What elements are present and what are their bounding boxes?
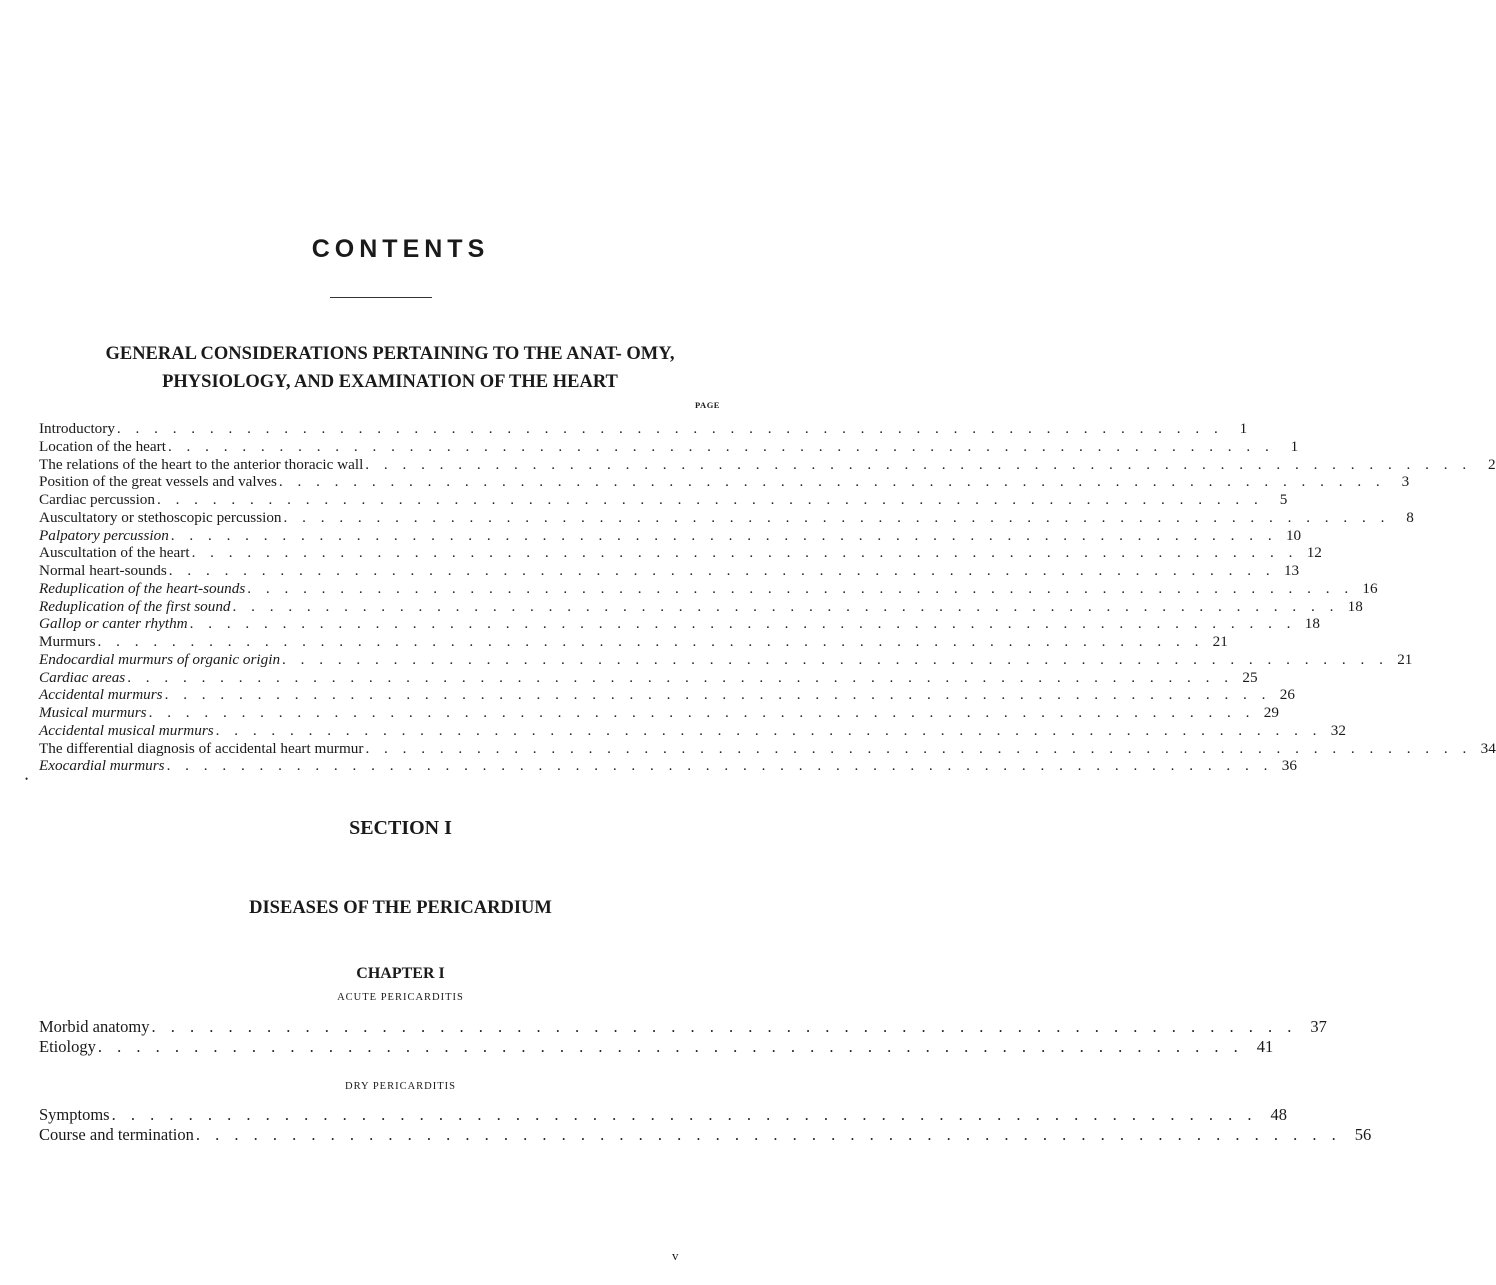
toc-entry bbox=[39, 1125, 1372, 1145]
toc-leader-dots: . . . . . . . . . . . . . . . . . . . . . . . . . . . . . . . . . . . . . . . . . . . . . . . . . . . . . . . . . . . . bbox=[97, 1037, 1244, 1056]
chapter-title: CHAPTER I bbox=[356, 965, 445, 982]
page-title: CONTENTS bbox=[311, 235, 490, 263]
toc-leader-dots: . . . . . . . . . . . . . . . . . . . . . . . . . . . . . . . . . . . . . . . . . . . . . . . . . . . . . . . . . . . . bbox=[151, 1017, 1297, 1036]
toc-entry bbox=[39, 437, 1299, 456]
toc-entry-title: The differential diagnosis of accidental heart murmur bbox=[39, 739, 364, 757]
toc-entry-title: Position of the great vessels and valves bbox=[39, 473, 277, 491]
toc-entry bbox=[39, 455, 1496, 474]
toc-entry bbox=[39, 686, 1295, 704]
toc-entry bbox=[39, 757, 1297, 775]
toc-entry-page: 21 bbox=[1397, 650, 1413, 668]
toc-entry bbox=[39, 597, 1363, 616]
toc-entry bbox=[39, 1105, 1287, 1125]
toc-entry-page: 26 bbox=[1279, 686, 1295, 704]
toc-entry-page: 5 bbox=[1279, 491, 1288, 508]
toc-entry bbox=[39, 668, 1258, 687]
toc-leader-dots: . . . . . . . . . . . . . . . . . . . . . . . . . . . . . . . . . . . . . . . . . . . . . . . . . . . . . . . . . . . . bbox=[167, 437, 1275, 455]
toc-entry-title: Auscultatory or stethoscopic percussion bbox=[39, 508, 282, 526]
toc-leader-dots: . . . . . . . . . . . . . . . . . . . . . . . . . . . . . . . . . . . . . . . . . . . . . . . . . . . . . . . . . . . . bbox=[127, 668, 1234, 686]
toc-entry-title: Morbid anatomy bbox=[39, 1017, 150, 1036]
toc-leader-dots: . . . . . . . . . . . . . . . . . . . . . . . . . . . . . . . . . . . . . . . . . . . . . . . . . . . . . . . . . . . . bbox=[148, 704, 1255, 721]
page-column-label: PAGE bbox=[695, 400, 720, 410]
toc-entry-page: 12 bbox=[1306, 544, 1322, 562]
toc-entry-title: Reduplication of the first sound bbox=[39, 597, 231, 615]
toc-entry-page: 8 bbox=[1406, 508, 1414, 526]
toc-leader-dots: . . . . . . . . . . . . . . . . . . . . . . . . . . . . . . . . . . . . . . . . . . . . . . . . . . . . . . . . . . . . bbox=[166, 757, 1273, 775]
toc-entry-page: 13 bbox=[1283, 562, 1300, 579]
toc-entry-page: 10 bbox=[1285, 526, 1302, 544]
toc-entry-title: Gallop or canter rhythm bbox=[39, 615, 188, 633]
general-toc-list bbox=[39, 420, 1496, 775]
toc-leader-dots: . . . . . . . . . . . . . . . . . . . . . . . . . . . . . . . . . . . . . . . . . . . . . . . . . . . . . . . . . . . . bbox=[191, 544, 1298, 562]
toc-entry-title: Palpatory percussion bbox=[39, 526, 169, 544]
toc-entry-page: 16 bbox=[1362, 579, 1378, 597]
toc-entry-page: 36 bbox=[1281, 757, 1297, 775]
toc-entry-page: 48 bbox=[1270, 1105, 1287, 1124]
toc-entry-title: Exocardial murmurs bbox=[39, 757, 165, 775]
toc-entry-page: 18 bbox=[1347, 597, 1363, 615]
toc-entry bbox=[39, 420, 1248, 438]
toc-entry-title: Accidental murmurs bbox=[39, 686, 163, 704]
toc-entry-title: Murmurs bbox=[39, 633, 96, 650]
toc-entry-page: 32 bbox=[1330, 721, 1346, 739]
toc-entry-page: 37 bbox=[1310, 1017, 1327, 1036]
toc-entry-title: Auscultation of the heart bbox=[39, 544, 190, 562]
margin-mark: • bbox=[25, 774, 29, 784]
title-rule bbox=[330, 297, 432, 298]
toc-leader-dots: . . . . . . . . . . . . . . . . . . . . . . . . . . . . . . . . . . . . . . . . . . . . . . . . . . . . . . . . . . . . bbox=[195, 1125, 1342, 1144]
toc-entry bbox=[39, 615, 1320, 633]
toc-entry-title: Symptoms bbox=[39, 1105, 110, 1124]
subsection-heading-acute: ACUTE PERICARDITIS bbox=[337, 992, 464, 1003]
section-title: SECTION I bbox=[349, 817, 452, 839]
toc-entry-page: 29 bbox=[1263, 704, 1279, 721]
toc-entry-title: Endocardial murmurs of organic origin bbox=[39, 650, 281, 668]
toc-entry-title: Cardiac areas bbox=[39, 668, 126, 686]
toc-leader-dots: . . . . . . . . . . . . . . . . . . . . . . . . . . . . . . . . . . . . . . . . . . . . . . . . . . . . . . . . . . . . bbox=[365, 455, 1472, 473]
toc-leader-dots: . . . . . . . . . . . . . . . . . . . . . . . . . . . . . . . . . . . . . . . . . . . . . . . . . . . . . . . . . . . . bbox=[282, 650, 1389, 668]
toc-leader-dots: . . . . . . . . . . . . . . . . . . . . . . . . . . . . . . . . . . . . . . . . . . . . . . . . . . . . . . . . . . . . bbox=[97, 633, 1204, 650]
toc-entry-page: 1 bbox=[1239, 420, 1248, 437]
toc-leader-dots: . . . . . . . . . . . . . . . . . . . . . . . . . . . . . . . . . . . . . . . . . . . . . . . . . . . . . . . . . . . . bbox=[232, 597, 1339, 615]
page-folio: v bbox=[672, 1248, 679, 1263]
toc-leader-dots: . . . . . . . . . . . . . . . . . . . . . . . . . . . . . . . . . . . . . . . . . . . . . . . . . . . . . . . . . . . . bbox=[189, 615, 1296, 633]
toc-leader-dots: . . . . . . . . . . . . . . . . . . . . . . . . . . . . . . . . . . . . . . . . . . . . . . . . . . . . . . . . . . . . bbox=[116, 420, 1224, 437]
toc-entry-title: Course and termination bbox=[39, 1125, 194, 1144]
toc-leader-dots: . . . . . . . . . . . . . . . . . . . . . . . . . . . . . . . . . . . . . . . . . . . . . . . . . . . . . . . . . . . . bbox=[215, 721, 1322, 739]
acute-pericarditis-list bbox=[39, 1017, 1327, 1057]
toc-entry bbox=[39, 579, 1378, 598]
toc-leader-dots: . . . . . . . . . . . . . . . . . . . . . . . . . . . . . . . . . . . . . . . . . . . . . . . . . . . . . . . . . . . . bbox=[278, 473, 1386, 491]
toc-entry-page: 1 bbox=[1290, 437, 1299, 455]
toc-entry-page: 34 bbox=[1480, 739, 1496, 757]
toc-leader-dots: . . . . . . . . . . . . . . . . . . . . . . . . . . . . . . . . . . . . . . . . . . . . . . . . . . . . . . . . . . . . bbox=[164, 686, 1271, 704]
toc-entry-title: Accidental musical murmurs bbox=[39, 721, 214, 739]
toc-entry-page: 25 bbox=[1242, 668, 1258, 686]
toc-leader-dots: . . . . . . . . . . . . . . . . . . . . . . . . . . . . . . . . . . . . . . . . . . . . . . . . . . . . . . . . . . . . bbox=[168, 562, 1276, 579]
toc-entry-title: Introductory bbox=[39, 420, 115, 437]
toc-entry-page: 18 bbox=[1304, 615, 1320, 633]
toc-entry-title: Reduplication of the heart-sounds bbox=[39, 579, 246, 597]
toc-leader-dots: . . . . . . . . . . . . . . . . . . . . . . . . . . . . . . . . . . . . . . . . . . . . . . . . . . . . . . . . . . . . bbox=[247, 579, 1354, 597]
toc-entry bbox=[39, 562, 1300, 580]
toc-entry bbox=[39, 1017, 1327, 1037]
toc-entry bbox=[39, 1037, 1274, 1057]
toc-entry bbox=[39, 704, 1279, 722]
toc-entry bbox=[39, 739, 1496, 758]
toc-entry-title: Cardiac percussion bbox=[39, 491, 155, 508]
toc-entry bbox=[39, 650, 1413, 669]
subsection-heading-dry: DRY PERICARDITIS bbox=[345, 1081, 456, 1092]
toc-entry-page: 56 bbox=[1354, 1125, 1372, 1144]
toc-leader-dots: . . . . . . . . . . . . . . . . . . . . . . . . . . . . . . . . . . . . . . . . . . . . . . . . . . . . . . . . . . . . bbox=[365, 739, 1472, 757]
toc-entry bbox=[39, 721, 1346, 740]
toc-entry-page: 2 bbox=[1488, 455, 1496, 473]
toc-entry-page: 3 bbox=[1401, 473, 1410, 491]
toc-entry bbox=[39, 491, 1288, 509]
toc-entry bbox=[39, 544, 1322, 562]
toc-entry-title: Etiology bbox=[39, 1037, 96, 1056]
toc-entry-title: The relations of the heart to the anterior thoracic wall bbox=[39, 455, 364, 473]
toc-entry-page: 21 bbox=[1212, 633, 1228, 650]
toc-entry-title: Location of the heart bbox=[39, 437, 166, 455]
part-heading: GENERAL CONSIDERATIONS PERTAINING TO THE ANAT- OMY, PHYSIOLOGY, AND EXAMINATION OF THE HEART bbox=[105, 344, 675, 392]
section-subtitle: DISEASES OF THE PERICARDIUM bbox=[249, 898, 552, 918]
toc-leader-dots: . . . . . . . . . . . . . . . . . . . . . . . . . . . . . . . . . . . . . . . . . . . . . . . . . . . . . . . . . . . . bbox=[170, 526, 1278, 544]
toc-entry-page: 41 bbox=[1256, 1037, 1274, 1056]
dry-pericarditis-list bbox=[39, 1105, 1372, 1145]
toc-leader-dots: . . . . . . . . . . . . . . . . . . . . . . . . . . . . . . . . . . . . . . . . . . . . . . . . . . . . . . . . . . . . bbox=[111, 1105, 1257, 1124]
toc-leader-dots: . . . . . . . . . . . . . . . . . . . . . . . . . . . . . . . . . . . . . . . . . . . . . . . . . . . . . . . . . . . . bbox=[283, 508, 1390, 526]
toc-entry-title: Normal heart-sounds bbox=[39, 562, 167, 579]
toc-entry-title: Musical murmurs bbox=[39, 704, 147, 721]
toc-entry bbox=[39, 473, 1410, 491]
toc-leader-dots: . . . . . . . . . . . . . . . . . . . . . . . . . . . . . . . . . . . . . . . . . . . . . . . . . . . . . . . . . . . . bbox=[156, 491, 1264, 508]
toc-entry bbox=[39, 508, 1414, 527]
toc-entry bbox=[39, 633, 1228, 651]
toc-entry bbox=[39, 526, 1302, 545]
